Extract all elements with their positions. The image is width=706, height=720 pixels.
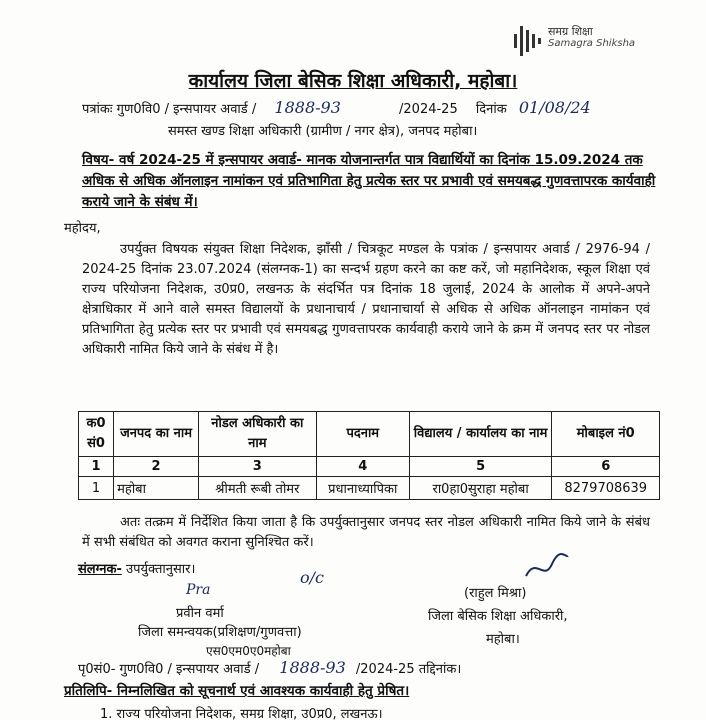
table-cell: 4 [316,457,409,477]
logo-mark-icon [510,24,544,58]
enclosure-label: संलग्नक- [78,562,122,577]
signatory-right-place: महोबा। [486,632,520,647]
signatory-left-initials: Pra [186,582,211,598]
table-cell: 1 [79,457,114,477]
signatory-right-designation: जिला बेसिक शिक्षा अधिकारी, [428,609,568,624]
table-cell: 8279708639 [552,477,660,500]
copy-heading: प्रतिलिपि- निम्नलिखित को सूचनार्थ एवं आवश्यक कार्यवाही हेतु प्रेषित। [64,683,410,699]
ref-date-label: दिनांक [475,102,507,117]
col-header-mobile: मोबाइल नं0 [552,412,660,457]
table-cell: महोबा [114,477,199,500]
footer-ref-prefix: पृ0सं0- गुण0वि0 / इन्सपायर अवार्ड / [78,662,260,677]
table-header-row [79,412,660,457]
enclosure-text: उपर्युक्तानुसार। [126,562,196,577]
col-header-district: जनपद का नाम [114,412,199,457]
nodal-officer-table [78,411,660,500]
table-cell: 2 [114,457,199,477]
office-title: कार्यालय जिला बेसिक शिक्षा अधिकारी, महोबा। [188,70,518,92]
footer-reference-line [78,658,461,677]
closing-paragraph: अतः तत्क्रम में निर्देशित किया जाता है कि उपर्युक्तानुसार जनपद स्तर नोडल अधिकारी नामित किये जाने के संबंध में सभी संबंधित को अवगत कराना सुनिश्चित करें। [82,515,650,550]
salutation: महोदय, [64,221,101,236]
recipient-line: समस्त खण्ड शिक्षा अधिकारी (ग्रामीण / नगर क्षेत्र), जनपद महोबा। [168,124,478,139]
ref-year: /2024-25 [399,102,458,117]
col-header-school: विद्यालय / कार्यालय का नाम [409,412,552,457]
logo-text-hindi: समग्र शिक्षा [548,25,593,38]
reference-line [82,98,591,117]
table-row [79,477,660,500]
subject: विषय- वर्ष 2024-25 में इन्सपायर अवार्ड- मानक योजनान्तर्गत पात्र विद्यार्थियों का दिनांक 15.09.2024 तक अधिक से अधिक ऑनलाइन नामांकन एवं प्रतिभागिता हेतु प्रत्येक स्तर पर प्रभावी एवं समयबद्ध गुणवत्तापरक कार्यवाही कराये जाने के संबंध में। [82,152,656,210]
body-paragraph: उपर्युक्त विषयक संयुक्त शिक्षा निदेशक, झाँसी / चित्रकूट मण्डल के पत्रांक / इन्सपायर अवार्ड / 2976-94 / 2024-25 दिनांक 23.07.2024 (संलग्नक-1) का सन्दर्भ ग्रहण करने का कष्ट करें, जो महानिदेशक, स्कूल शिक्षा एवं राज्य परियोजना निदेशक, उ0प्र0, लखनऊ के संदर्भित पत्र दिनांक 18 जुलाई, 2024 के आलोक में अपने-अपने क्षेत्राधिकार में आने वाले समस्त विद्यालयों के प्रधानाचार्य / प्रधानाचार्या से अधिक से अधिक ऑनलाइन नामांकन एवं प्रतिभागिता हेतु प्रत्येक स्तर पर प्रभावी एवं समयबद्ध गुणवत्तापरक कार्यवाही कराये जाने के क्रम में जनपद स्तर पर नोडल अधिकारी नामित किये जाने के संबंध में है। [82,242,650,357]
footer-ref-number: 1888-93 [279,658,346,677]
signatory-right-name: (राहुल मिश्रा) [464,586,527,601]
oc-mark: o/c [300,568,324,587]
ref-date: 01/08/24 [518,98,591,117]
table-cell: श्रीमती रूबी तोमर [198,477,316,500]
table-cell: 3 [198,457,316,477]
table-cell: प्रधानाध्यापिका [316,477,409,500]
signatory-left-office: एस0एम0ए0महोबा [206,644,291,658]
table-cell: रा0हा0सुराहा महोबा [409,477,552,500]
table-cell: 6 [552,457,660,477]
table-cell: 5 [409,457,552,477]
copy-item: 1. राज्य परियोजना निदेशक, समग्र शिक्षा, उ0प्र0, लखनऊ। [100,707,383,720]
logo-text-english: Samagra Shiksha [548,38,636,49]
samagra-shiksha-logo [510,22,660,62]
signature-mark-icon [522,552,572,582]
col-header-serial: क0 सं0 [79,412,114,457]
table-cell: 1 [79,477,114,500]
table-numbering-row [79,457,660,477]
signatory-left-designation: जिला समन्वयक(प्रशिक्षण/गुणवत्ता) [138,625,302,640]
signatory-left-name: प्रवीन वर्मा [176,606,224,621]
ref-prefix: पत्रांकः गुण0वि0 / इन्सपायर अवार्ड / [82,102,257,117]
footer-ref-suffix: /2024-25 तद्दिनांक। [355,662,462,677]
col-header-officer: नोडल अधिकारी का नाम [198,412,316,457]
col-header-designation: पदनाम [316,412,409,457]
enclosure-line [78,559,195,577]
ref-number: 1888-93 [274,98,341,117]
